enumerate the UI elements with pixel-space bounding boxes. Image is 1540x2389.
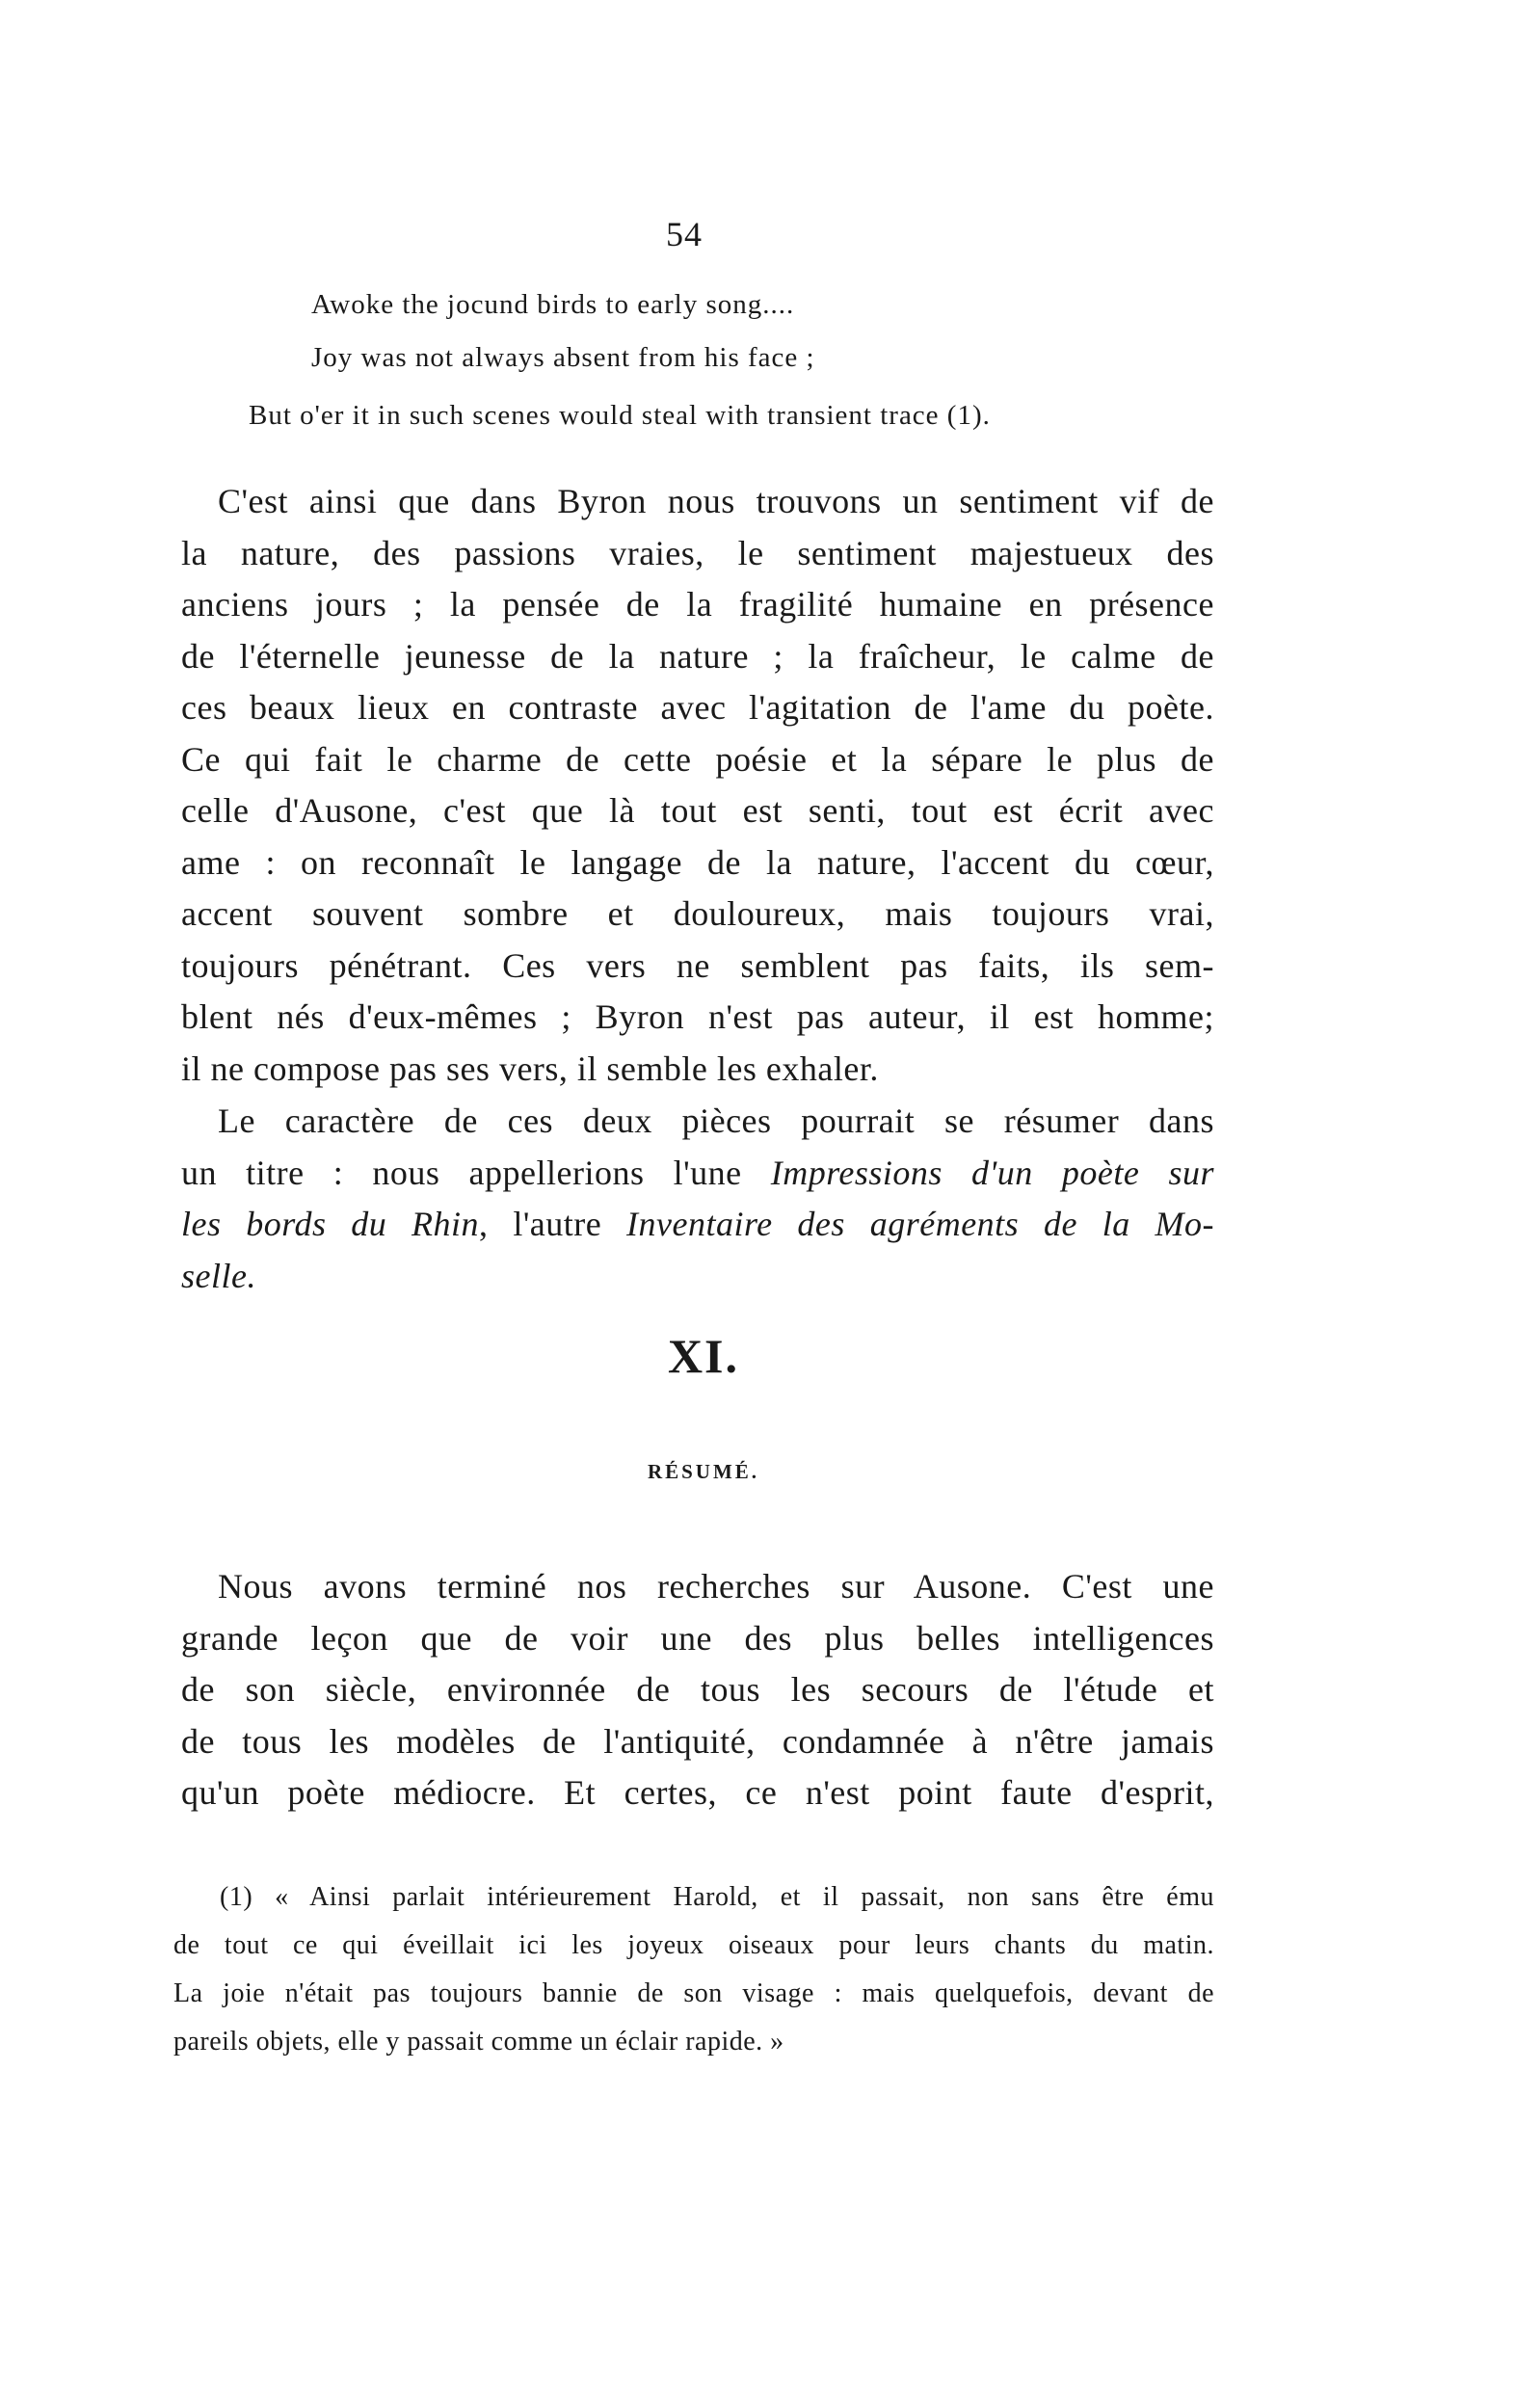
verse-line-3: But o'er it in such scenes would steal with transient trace (1).: [249, 400, 991, 431]
footnote-line: de tout ce qui éveillait ici les joyeux oiseaux pour leurs chants du matin.: [173, 1930, 1214, 1960]
text-line: ces beaux lieux en contraste avec l'agitation de l'ame du poète.: [181, 688, 1214, 727]
text-line: qu'un poète médiocre. Et certes, ce n'est point faute d'esprit,: [181, 1773, 1214, 1812]
paragraph-byron: [181, 476, 1214, 1095]
text-line: ame : on reconnaît le langage de la nature, l'accent du cœur,: [181, 842, 1214, 882]
text-line: il ne compose pas ses vers, il semble les exhaler.: [181, 1049, 879, 1088]
section-number: XI.: [667, 1329, 740, 1383]
text-line: celle d'Ausone, c'est que là tout est senti, tout est écrit avec: [181, 791, 1214, 830]
section-title: RÉSUMÉ.: [647, 1460, 760, 1483]
text-line: anciens jours ; la pensée de la fragilité humaine en présence: [181, 585, 1214, 624]
text-line: de tous les modèles de l'antiquité, condamnée à n'être jamais: [181, 1721, 1214, 1761]
footnote: [173, 1873, 1214, 2066]
page-number: 54: [666, 215, 703, 253]
footnote-line: (1) « Ainsi parlait intérieurement Harold, et il passait, non sans être ému: [220, 1882, 1214, 1912]
text-line: [181, 1251, 1214, 1303]
text-segment: un titre : nous appellerions l'une: [181, 1153, 771, 1192]
text-line: Ce qui fait le charme de cette poésie et la sépare le plus de: [181, 739, 1214, 779]
footnote-line: pareils objets, elle y passait comme un éclair rapide. »: [173, 2027, 784, 2057]
text-line: accent souvent sombre et douloureux, mais toujours vrai,: [181, 894, 1214, 933]
text-line: [181, 1199, 1214, 1251]
italic-title: selle.: [181, 1256, 256, 1295]
text-segment: , l'autre: [479, 1205, 627, 1243]
paragraph-caractere: [181, 1096, 1214, 1302]
text-line: grande leçon que de voir une des plus belles intelligences: [181, 1618, 1214, 1658]
footnote-line: La joie n'était pas toujours bannie de son visage : mais quelquefois, devant de: [173, 1978, 1214, 2008]
text-line: de son siècle, environnée de tous les secours de l'étude et: [181, 1670, 1214, 1709]
text-line: C'est ainsi que dans Byron nous trouvons un sentiment vif de: [218, 482, 1214, 520]
text-line: [181, 1148, 1214, 1200]
text-line: Nous avons terminé nos recherches sur Ausone. C'est une: [218, 1567, 1214, 1606]
paragraph-resume: [181, 1561, 1214, 1819]
italic-title: Impressions d'un poète sur: [770, 1153, 1214, 1192]
text-line: Le caractère de ces deux pièces pourrait se résumer dans: [218, 1102, 1214, 1140]
text-line: blent nés d'eux-mêmes ; Byron n'est pas auteur, il est homme;: [181, 997, 1214, 1036]
italic-title: les bords du Rhin: [181, 1205, 480, 1243]
text-line: toujours pénétrant. Ces vers ne semblent pas faits, ils sem-: [181, 945, 1214, 985]
verse-line-1: Awoke the jocund birds to early song....: [311, 289, 795, 320]
italic-title: Inventaire des agréments de la Mo-: [626, 1205, 1214, 1243]
verse-line-2: Joy was not always absent from his face ;: [311, 342, 815, 373]
text-line: de l'éternelle jeunesse de la nature ; la fraîcheur, le calme de: [181, 636, 1214, 676]
text-line: la nature, des passions vraies, le sentiment majestueux des: [181, 533, 1214, 572]
